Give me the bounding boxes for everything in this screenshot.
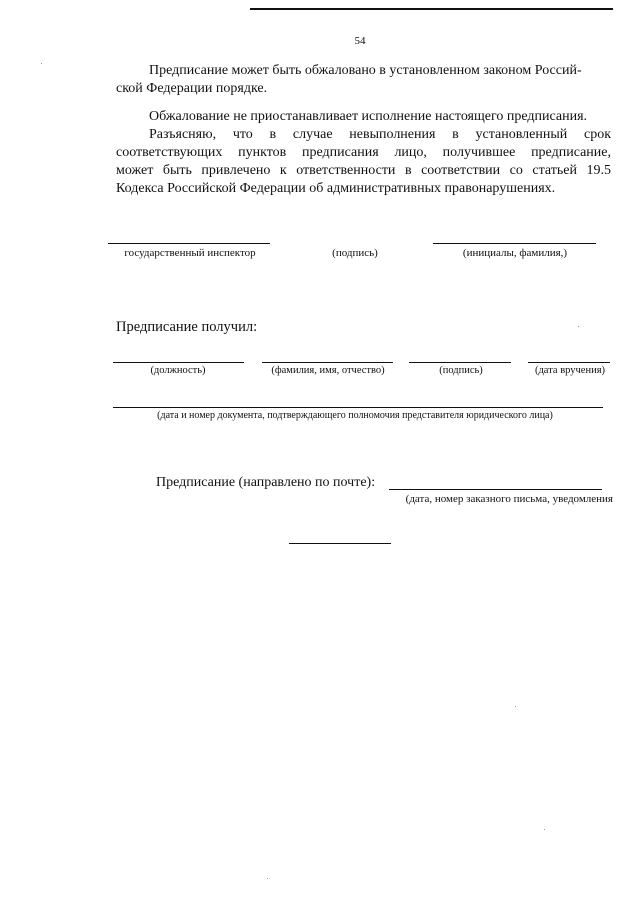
received-signature-line <box>409 362 511 363</box>
no-suspend-line: Обжалование не приостанавливает исполнение настоящего предписания. <box>149 109 588 124</box>
mail-label: Предписание (направлено по почте): <box>156 475 376 490</box>
page-number: 54 <box>354 35 366 47</box>
appeal-line-1: Предписание может быть обжаловано в установленном законом Россий- <box>149 63 582 78</box>
closing-rule <box>289 543 391 544</box>
explain-line-1: Разъясняю, что в случае невыполнения в установленный срок <box>149 127 611 142</box>
explain-line-3: может быть привлечено к ответственности в соответствии со статьей 19.5 <box>116 163 611 178</box>
scan-speck <box>267 878 268 879</box>
fullname-caption: (фамилия, имя, отчество) <box>271 365 385 376</box>
date-caption: (дата вручения) <box>534 365 606 376</box>
inspector-name-line <box>433 243 596 244</box>
scan-speck <box>578 326 579 327</box>
scan-speck <box>515 706 516 707</box>
top-rule <box>250 8 613 10</box>
fullname-line <box>262 362 393 363</box>
scan-speck <box>41 63 42 64</box>
document-line <box>113 407 603 408</box>
document-caption: (дата и номер документа, подтверждающего полномочия представителя юридического лица) <box>157 410 553 421</box>
position-caption: (должность) <box>150 365 206 376</box>
received-signature-caption: (подпись) <box>439 365 483 376</box>
received-heading: Предписание получил: <box>116 319 258 335</box>
appeal-line-2: ской Федерации порядке. <box>116 81 268 96</box>
inspector-name-caption: (инициалы, фамилия,) <box>462 247 568 259</box>
explain-line-4: Кодекса Российской Федерации об административных правонарушениях. <box>116 181 556 196</box>
inspector-line <box>108 243 270 244</box>
mail-caption: (дата, номер заказного письма, уведомления <box>405 493 613 505</box>
position-line <box>113 362 244 363</box>
inspector-caption: государственный инспектор <box>124 247 256 259</box>
date-line <box>528 362 610 363</box>
explain-line-2: соответствующих пунктов предписания лицо, получившее предписание, <box>116 145 611 160</box>
scan-speck <box>544 829 545 830</box>
mail-line <box>389 489 602 490</box>
inspector-signature-caption: (подпись) <box>332 247 378 259</box>
